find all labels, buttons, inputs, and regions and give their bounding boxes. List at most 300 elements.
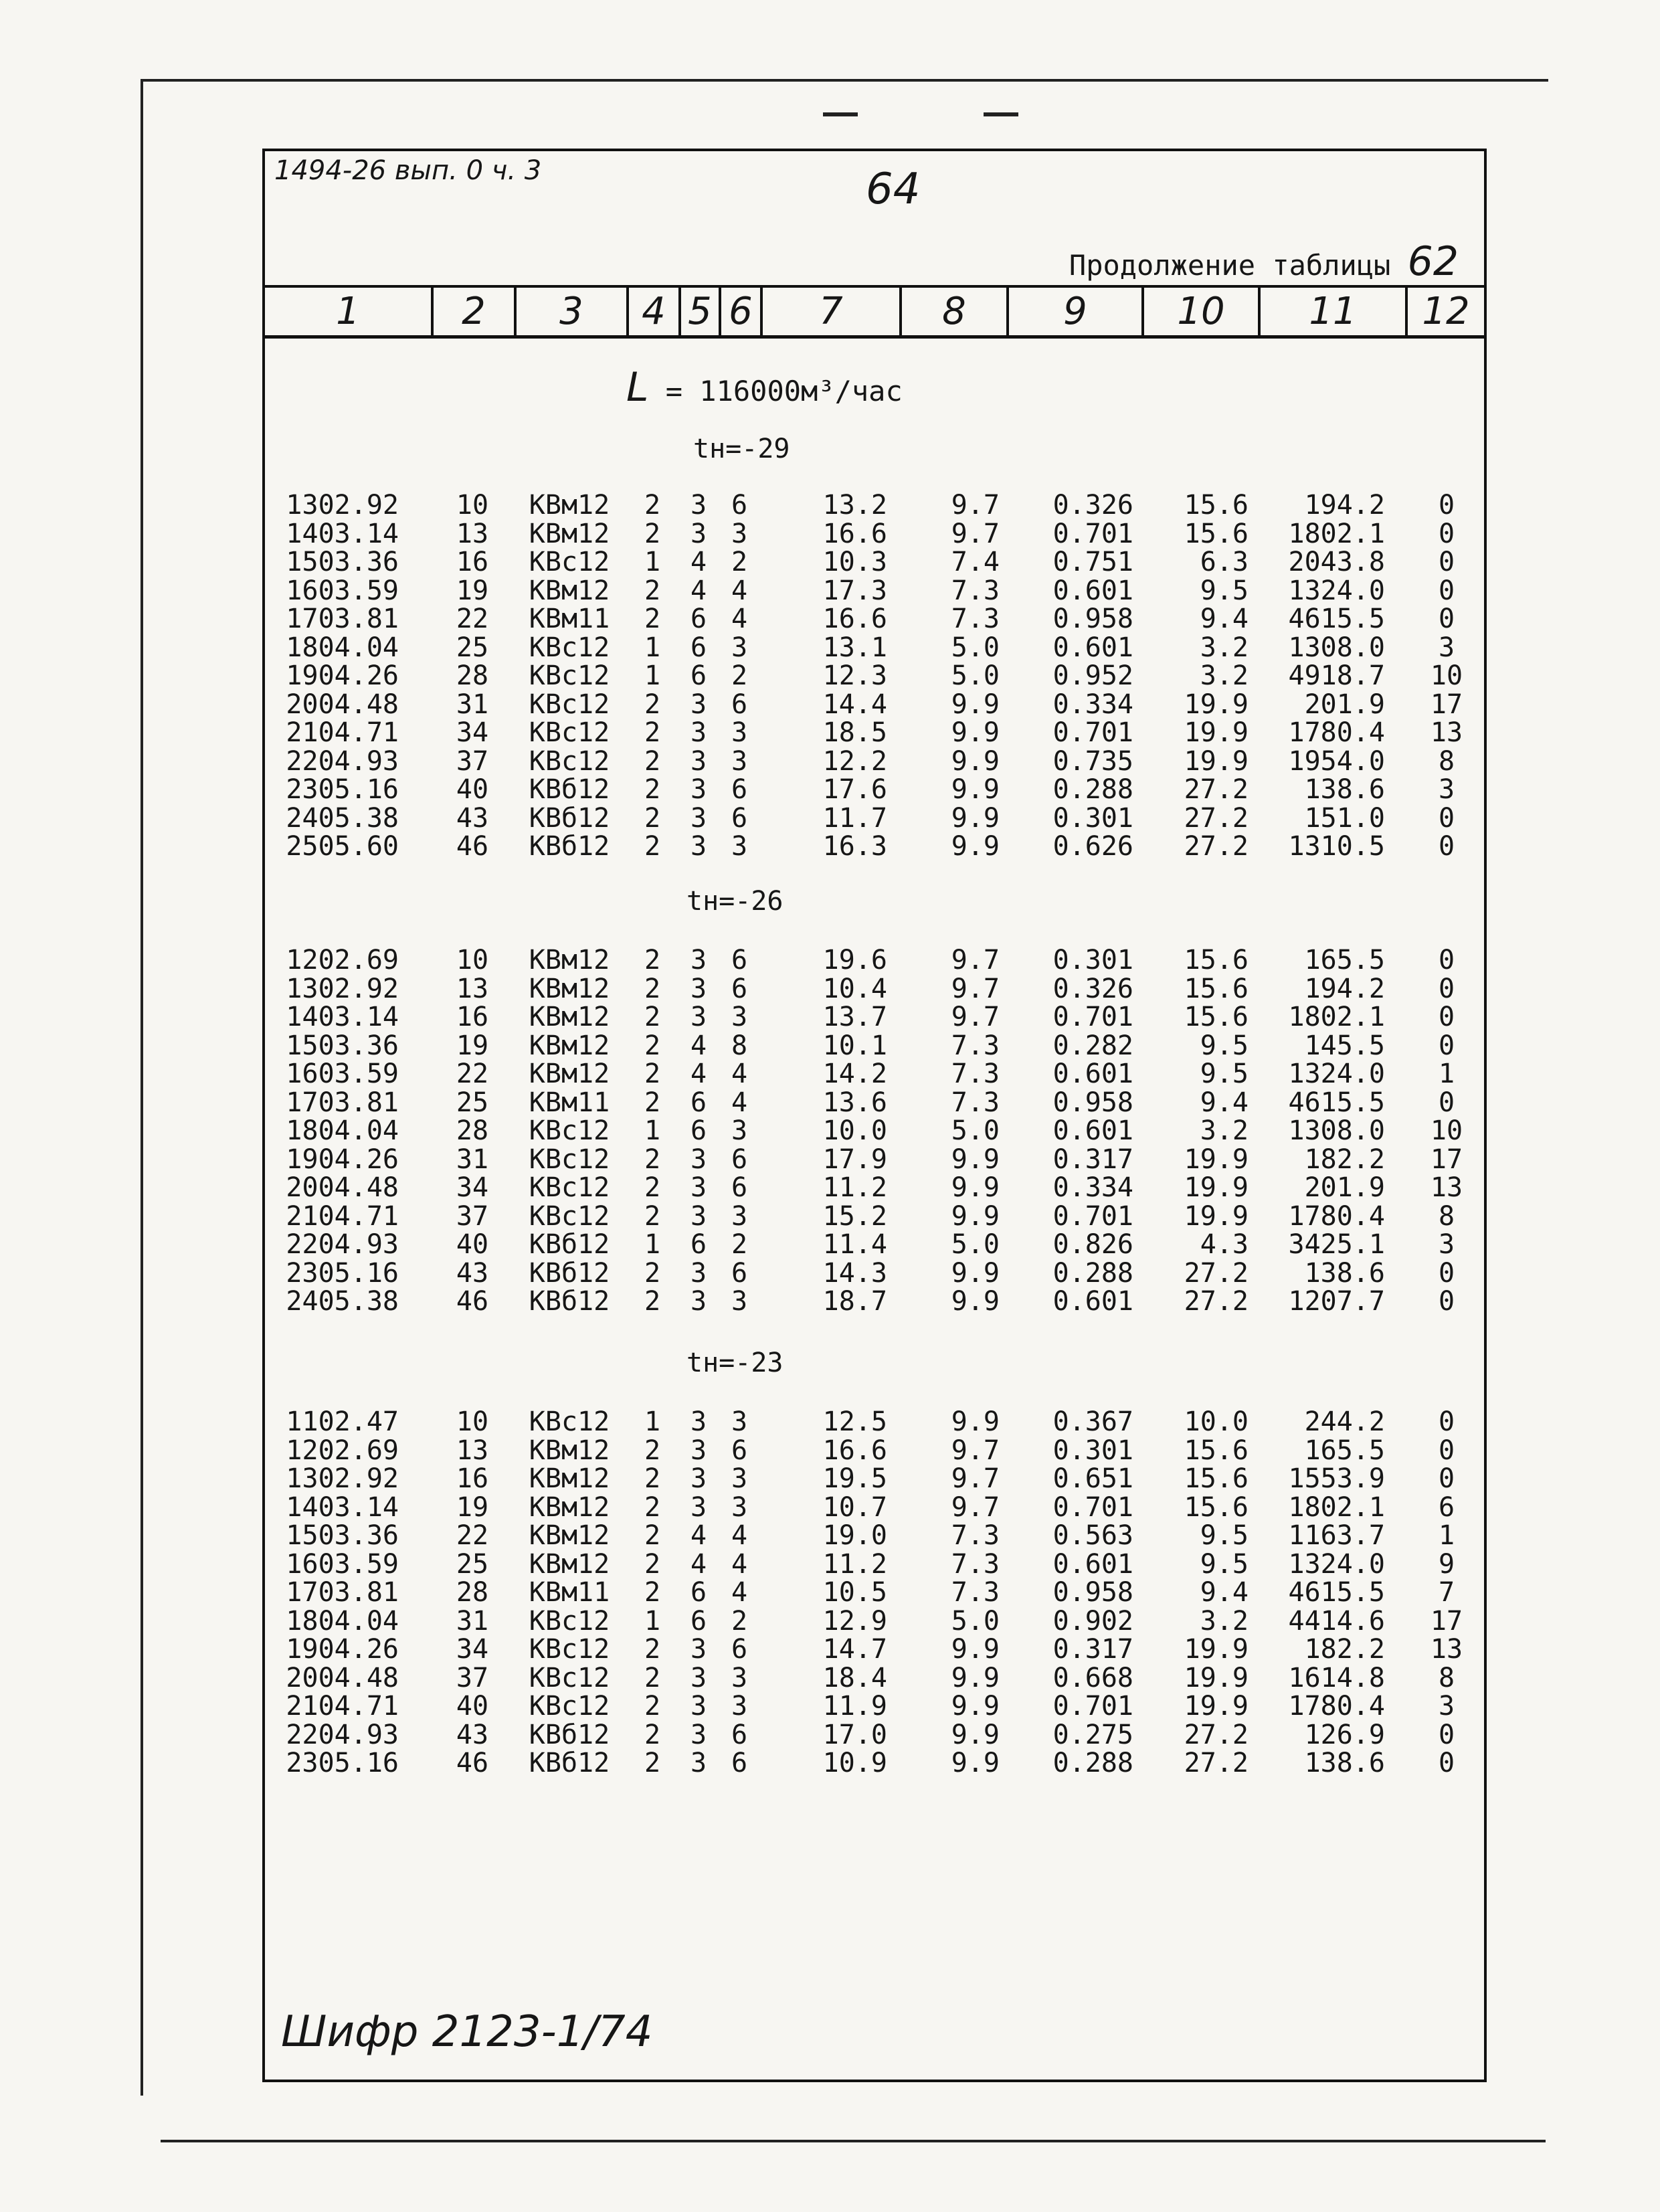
table-cell: 2 [644, 575, 661, 606]
table-cell: 3 [731, 1286, 748, 1317]
table-cell: 9.9 [951, 745, 1000, 777]
table-cell: 2 [644, 831, 661, 862]
table-cell: 3 [731, 632, 748, 663]
table-cell: 9.7 [951, 490, 1000, 521]
table-cell: 3 [731, 831, 748, 862]
table-cell: 1403.14 [286, 1002, 399, 1032]
table-cell: 4615.5 [1288, 1087, 1385, 1118]
table-cell: 2 [644, 973, 661, 1004]
table-cell: КВм12 [529, 1002, 610, 1032]
table-cell: 10 [1430, 1115, 1463, 1146]
table-cell: 3 [690, 1463, 707, 1494]
column-header: 3 [514, 288, 626, 335]
table-cell: 3 [690, 1406, 707, 1437]
top-dash-marks [823, 112, 1024, 119]
table-cell: 2 [644, 1087, 661, 1118]
table-cell: КВс12 [529, 1172, 610, 1203]
table-cell: 1603.59 [286, 1548, 399, 1580]
table-cell: 40 [456, 1691, 489, 1722]
table-cell: КВс12 [529, 1143, 610, 1175]
table-cell: 0 [1438, 973, 1455, 1004]
table-cell: 31 [456, 1143, 489, 1175]
table-cell: 2 [644, 774, 661, 805]
table-cell: 3 [690, 973, 707, 1004]
table-cell: 40 [456, 774, 489, 805]
table-cell: КВс12 [529, 660, 610, 691]
table-cell: 3 [731, 1115, 748, 1146]
table-cell: 28 [456, 1577, 489, 1608]
section-heading: tн=-26 [686, 886, 783, 917]
table-cell: 11.9 [822, 1691, 887, 1722]
table-cell: 1202.69 [286, 1435, 399, 1466]
table-cell: 6 [731, 1634, 748, 1665]
table-cell: 7.3 [951, 575, 1000, 606]
table-cell: 1904.26 [286, 1143, 399, 1175]
table-cell: 27.2 [1184, 1748, 1249, 1778]
table-cell: 3 [1438, 774, 1455, 805]
table-cell: 10.7 [822, 1491, 887, 1523]
table-cell: 2 [644, 1691, 661, 1722]
table-row [265, 1287, 1484, 1316]
table-cell: 19.0 [822, 1520, 887, 1551]
table-cell: 4 [690, 575, 707, 606]
table-cell: 1102.47 [286, 1406, 399, 1437]
table-cell: 1954.0 [1288, 745, 1385, 777]
table-cell: 9.5 [1200, 1548, 1249, 1580]
table-cell: 4 [690, 1548, 707, 1580]
flow-rate-symbol: L [626, 364, 649, 411]
table-cell: 1 [1438, 1520, 1455, 1551]
table-cell: 1503.36 [286, 1030, 399, 1061]
table-cell: 165.5 [1304, 945, 1385, 976]
table-cell: 0.317 [1052, 1634, 1133, 1665]
table-cell: 4 [731, 1087, 748, 1118]
table-cell: 16 [456, 1002, 489, 1032]
table-row [265, 1060, 1484, 1089]
table-cell: 1780.4 [1288, 1691, 1385, 1722]
table-cell: 0.958 [1052, 1577, 1133, 1608]
table-cell: КВс12 [529, 1406, 610, 1437]
dash-mark [984, 112, 1018, 116]
table-cell: 6 [731, 1143, 748, 1175]
table-cell: 1324.0 [1288, 1548, 1385, 1580]
table-cell: КВм12 [529, 1435, 610, 1466]
table-cell: 9.7 [951, 1491, 1000, 1523]
table-cell: 6 [731, 945, 748, 976]
table-cell: 2305.16 [286, 1257, 399, 1289]
table-cell: 3 [690, 802, 707, 834]
table-cell: 25 [456, 1548, 489, 1580]
table-cell: 0.601 [1052, 1286, 1133, 1317]
table-cell: 1302.92 [286, 973, 399, 1004]
table-cell: 9.9 [951, 802, 1000, 834]
table-cell: 28 [456, 660, 489, 691]
table-cell: 0 [1438, 831, 1455, 862]
table-cell: 13 [456, 518, 489, 549]
table-cell: 2 [644, 1548, 661, 1580]
table-cell: 11.7 [822, 802, 887, 834]
table-cell: 5.0 [951, 1605, 1000, 1637]
table-cell: 13.6 [822, 1087, 887, 1118]
table-cell: 1 [644, 547, 661, 577]
table-cell: 6 [731, 973, 748, 1004]
table-cell: 3.2 [1200, 632, 1249, 663]
table-cell: 3 [690, 1200, 707, 1232]
table-cell: 43 [456, 1719, 489, 1750]
table-cell: 0 [1438, 547, 1455, 577]
table-cell: 0.701 [1052, 717, 1133, 748]
table-continuation-caption [1069, 238, 1459, 285]
table-row [265, 548, 1484, 577]
table-cell: 2043.8 [1288, 547, 1385, 577]
table-cell: 165.5 [1304, 1435, 1385, 1466]
table-cell: 2204.93 [286, 1719, 399, 1750]
table-cell: 8 [1438, 745, 1455, 777]
table-cell: 0.288 [1052, 1257, 1133, 1289]
table-row [265, 1032, 1484, 1061]
table-cell: 6 [690, 1229, 707, 1260]
table-cell: 1614.8 [1288, 1662, 1385, 1693]
table-cell: 7 [1438, 1577, 1455, 1608]
table-cell: 2204.93 [286, 745, 399, 777]
table-cell: 13 [456, 973, 489, 1004]
table-row [265, 1230, 1484, 1259]
table-cell: 19.9 [1184, 1172, 1249, 1203]
table-cell: 43 [456, 802, 489, 834]
table-cell: 19.9 [1184, 1691, 1249, 1722]
table-cell: 9.5 [1200, 1030, 1249, 1061]
table-cell: 0.288 [1052, 774, 1133, 805]
table-cell: 17.9 [822, 1143, 887, 1175]
table-cell: 3 [1438, 632, 1455, 663]
table-cell: 9.9 [951, 1257, 1000, 1289]
table-cell: 9.4 [1200, 1087, 1249, 1118]
table-cell: 2 [644, 1748, 661, 1778]
table-row [265, 1664, 1484, 1693]
table-cell: 2 [644, 1143, 661, 1175]
bottom-rule [161, 2140, 1546, 2142]
column-header: 11 [1258, 288, 1405, 335]
table-cell: 4 [690, 547, 707, 577]
table-cell: 14.4 [822, 688, 887, 720]
table-row [265, 1117, 1484, 1145]
table-cell: 12.2 [822, 745, 887, 777]
section-heading: tн=-23 [686, 1348, 783, 1378]
table-cell: КВб12 [529, 1286, 610, 1317]
table-cell: 14.2 [822, 1058, 887, 1089]
table-cell: 2 [644, 1577, 661, 1608]
table-cell: 3 [731, 745, 748, 777]
table-cell: 0.701 [1052, 1002, 1133, 1032]
table-cell: 182.2 [1304, 1143, 1385, 1175]
table-cell: 3 [731, 1662, 748, 1693]
table-cell: 0 [1438, 1286, 1455, 1317]
table-cell: 6 [731, 774, 748, 805]
table-cell: 1 [1438, 1058, 1455, 1089]
table-cell: 0.668 [1052, 1662, 1133, 1693]
table-cell: 27.2 [1184, 831, 1249, 862]
table-cell: 2104.71 [286, 1200, 399, 1232]
table-cell: 5.0 [951, 1229, 1000, 1260]
table-row [265, 1522, 1484, 1550]
table-cell: 3 [690, 1691, 707, 1722]
table-cell: 3.2 [1200, 1115, 1249, 1146]
column-header: 10 [1141, 288, 1258, 335]
table-cell: КВм12 [529, 490, 610, 521]
table-cell: 9.9 [951, 1691, 1000, 1722]
table-cell: 194.2 [1304, 490, 1385, 521]
table-cell: 3 [690, 518, 707, 549]
table-cell: 1 [644, 1406, 661, 1437]
table-cell: 14.7 [822, 1634, 887, 1665]
table-cell: 0 [1438, 1719, 1455, 1750]
table-cell: 13 [1430, 1172, 1463, 1203]
table-cell: 4918.7 [1288, 660, 1385, 691]
table-cell: 19.9 [1184, 1662, 1249, 1693]
table-cell: 3 [690, 1172, 707, 1203]
table-cell: 1802.1 [1288, 518, 1385, 549]
table-cell: 1603.59 [286, 575, 399, 606]
table-cell: 40 [456, 1229, 489, 1260]
page-number: 64 [866, 165, 921, 214]
table-cell: 2 [644, 945, 661, 976]
table-cell: 1302.92 [286, 1463, 399, 1494]
table-cell: 15.6 [1184, 945, 1249, 976]
table-cell: 14.3 [822, 1257, 887, 1289]
table-cell: 0 [1438, 945, 1455, 976]
table-cell: КВм12 [529, 1030, 610, 1061]
table-cell: 15.6 [1184, 1435, 1249, 1466]
table-cell: 1503.36 [286, 547, 399, 577]
table-cell: 10 [456, 945, 489, 976]
table-cell: КВм12 [529, 518, 610, 549]
table-cell: 6 [690, 1577, 707, 1608]
table-cell: 0.367 [1052, 1406, 1133, 1437]
table-row [265, 577, 1484, 606]
table-cell: 0 [1438, 1087, 1455, 1118]
table-cell: КВм12 [529, 945, 610, 976]
table-cell: 1802.1 [1288, 1491, 1385, 1523]
table-cell: 18.5 [822, 717, 887, 748]
table-cell: 9.9 [951, 774, 1000, 805]
table-cell: 0.601 [1052, 632, 1133, 663]
table-cell: 0.952 [1052, 660, 1133, 691]
table-cell: 1904.26 [286, 1634, 399, 1665]
table-cell: 2305.16 [286, 1748, 399, 1778]
table-cell: 0.563 [1052, 1520, 1133, 1551]
table-cell: КВб12 [529, 1257, 610, 1289]
table-cell: КВм12 [529, 1491, 610, 1523]
table-cell: 15.6 [1184, 1002, 1249, 1032]
table-cell: КВб12 [529, 831, 610, 862]
table-cell: 0.735 [1052, 745, 1133, 777]
table-cell: 1553.9 [1288, 1463, 1385, 1494]
table-cell: 16.6 [822, 518, 887, 549]
table-cell: 9.9 [951, 1200, 1000, 1232]
table-cell: 2204.93 [286, 1229, 399, 1260]
table-row [265, 719, 1484, 747]
table-cell: 3 [690, 717, 707, 748]
table-cell: 15.6 [1184, 1491, 1249, 1523]
table-cell: 17.0 [822, 1719, 887, 1750]
table-cell: 18.7 [822, 1286, 887, 1317]
table-cell: 10.0 [1184, 1406, 1249, 1437]
table-cell: 2 [644, 745, 661, 777]
table-cell: 27.2 [1184, 1257, 1249, 1289]
table-row [265, 775, 1484, 804]
table-cell: 9.5 [1200, 575, 1249, 606]
table-cell: 1324.0 [1288, 1058, 1385, 1089]
table-cell: 0.288 [1052, 1748, 1133, 1778]
table-cell: 1 [644, 1605, 661, 1637]
table-cell: 6 [731, 1435, 748, 1466]
table-cell: 1904.26 [286, 660, 399, 691]
table-cell: 4 [731, 1577, 748, 1608]
table-cell: 16 [456, 547, 489, 577]
table-cell: КВс12 [529, 717, 610, 748]
table-cell: 3 [731, 1200, 748, 1232]
table-cell: 9.9 [951, 831, 1000, 862]
table-row [265, 1145, 1484, 1174]
table-cell: 9 [1438, 1548, 1455, 1580]
table-cell: 1308.0 [1288, 1115, 1385, 1146]
table-cell: 16.6 [822, 1435, 887, 1466]
table-cell: 1 [644, 632, 661, 663]
table-cell: 0 [1438, 490, 1455, 521]
table-cell: 9.4 [1200, 1577, 1249, 1608]
table-row [265, 1749, 1484, 1778]
table-cell: 2 [644, 1172, 661, 1203]
table-cell: 3 [731, 1691, 748, 1722]
table-cell: 31 [456, 688, 489, 720]
table-cell: 1308.0 [1288, 632, 1385, 663]
table-cell: 3 [690, 688, 707, 720]
table-cell: 2405.38 [286, 802, 399, 834]
section-heading: tн=-29 [693, 434, 790, 464]
table-cell: 46 [456, 1748, 489, 1778]
table-cell: 1804.04 [286, 1605, 399, 1637]
table-cell: 0.601 [1052, 1548, 1133, 1580]
table-cell: 0 [1438, 1748, 1455, 1778]
table-cell: 4 [731, 575, 748, 606]
table-cell: 2 [644, 1435, 661, 1466]
table-cell: 34 [456, 717, 489, 748]
table-cell: 9.7 [951, 973, 1000, 1004]
table-cell: 37 [456, 1200, 489, 1232]
table-cell: 4414.6 [1288, 1605, 1385, 1637]
table-cell: 9.4 [1200, 604, 1249, 634]
table-cell: 17 [1430, 1143, 1463, 1175]
column-header: 12 [1405, 288, 1484, 335]
table-cell: 13 [456, 1435, 489, 1466]
table-cell: 0.626 [1052, 831, 1133, 862]
table-cell: 4 [731, 604, 748, 634]
table-cell: 19.9 [1184, 1200, 1249, 1232]
table-cell: 5.0 [951, 660, 1000, 691]
flow-rate-heading [626, 364, 903, 411]
table-cell: 34 [456, 1172, 489, 1203]
table-cell: КВм12 [529, 973, 610, 1004]
table-cell: 0 [1438, 1030, 1455, 1061]
table-cell: КВм11 [529, 604, 610, 634]
table-cell: 3 [690, 1719, 707, 1750]
table-cell: 37 [456, 745, 489, 777]
table-cell: 16.6 [822, 604, 887, 634]
table-cell: 6 [731, 688, 748, 720]
table-cell: 27.2 [1184, 1286, 1249, 1317]
table-cell: 15.2 [822, 1200, 887, 1232]
table-cell: 1 [644, 1115, 661, 1146]
table-cell: 145.5 [1304, 1030, 1385, 1061]
table-cell: 126.9 [1304, 1719, 1385, 1750]
table-cell: 0 [1438, 518, 1455, 549]
table-cell: 1 [644, 660, 661, 691]
table-cell: 10.5 [822, 1577, 887, 1608]
table-cell: 1403.14 [286, 1491, 399, 1523]
table-row [265, 1465, 1484, 1493]
table-cell: 3 [690, 945, 707, 976]
table-cell: 8 [731, 1030, 748, 1061]
table-cell: 27.2 [1184, 802, 1249, 834]
table-cell: 2 [644, 1662, 661, 1693]
table-cell: 0 [1438, 1257, 1455, 1289]
table-cell: КВб12 [529, 1229, 610, 1260]
table-cell: 0.751 [1052, 547, 1133, 577]
table-row [265, 1259, 1484, 1288]
column-header: 5 [678, 288, 719, 335]
column-header: 6 [719, 288, 760, 335]
table-cell: 4615.5 [1288, 1577, 1385, 1608]
table-cell: 2 [644, 1200, 661, 1232]
table-cell: 0.301 [1052, 802, 1133, 834]
table-cell: 2 [644, 1002, 661, 1032]
table-cell: 4 [731, 1058, 748, 1089]
table-cell: 0 [1438, 802, 1455, 834]
table-cell: 28 [456, 1115, 489, 1146]
table-cell: 9.9 [951, 1634, 1000, 1665]
table-cell: 13.1 [822, 632, 887, 663]
table-cell: 1703.81 [286, 1087, 399, 1118]
table-cell: 15.6 [1184, 518, 1249, 549]
table-cell: 3 [690, 1002, 707, 1032]
table-cell: 0.651 [1052, 1463, 1133, 1494]
table-cell: 3 [731, 518, 748, 549]
table-cell: 2 [644, 1719, 661, 1750]
table-cell: 9.9 [951, 1172, 1000, 1203]
table-cell: 2 [644, 518, 661, 549]
table-cell: 2 [644, 1286, 661, 1317]
table-cell: 10.3 [822, 547, 887, 577]
table-cell: 2004.48 [286, 688, 399, 720]
table-cell: 19.6 [822, 945, 887, 976]
table-cell: 2 [644, 1520, 661, 1551]
table-row [265, 1721, 1484, 1750]
table-cell: 6 [731, 1719, 748, 1750]
table-cell: 19.9 [1184, 688, 1249, 720]
table-cell: 1703.81 [286, 604, 399, 634]
table-cell: КВб12 [529, 1748, 610, 1778]
table-cell: 182.2 [1304, 1634, 1385, 1665]
table-cell: 13.2 [822, 490, 887, 521]
table-cell: 15.6 [1184, 973, 1249, 1004]
table-cell: 9.9 [951, 1719, 1000, 1750]
table-cell: КВб12 [529, 802, 610, 834]
table-cell: 0.826 [1052, 1229, 1133, 1260]
table-cell: 7.3 [951, 1548, 1000, 1580]
table-cell: 1310.5 [1288, 831, 1385, 862]
table-cell: 46 [456, 1286, 489, 1317]
table-cell: 6 [690, 660, 707, 691]
